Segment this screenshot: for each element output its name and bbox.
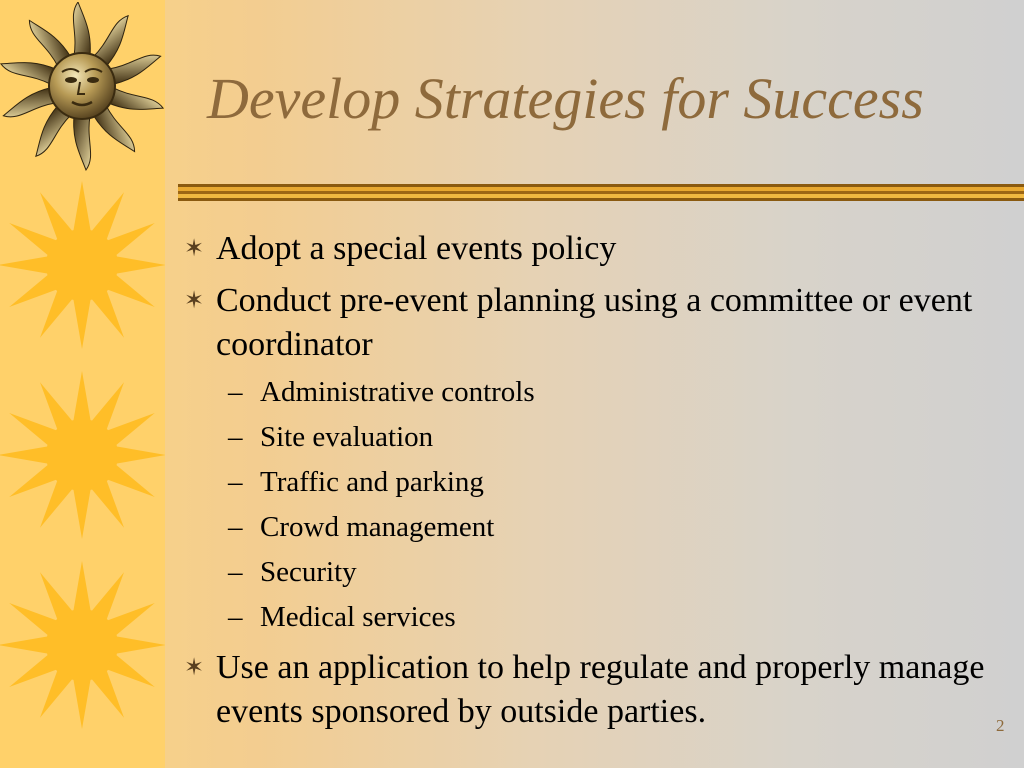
bullet-star-icon: ✶ [184, 288, 205, 314]
sun-icon [0, 368, 165, 543]
sub-bullet-dash: – [228, 511, 243, 543]
sidebar-decoration [0, 0, 165, 768]
page-number: 2 [996, 716, 1005, 735]
bullet-star-icon: ✶ [184, 236, 205, 262]
metallic-sun-face-icon [0, 2, 170, 172]
slide-title: Develop Strategies for Success [207, 66, 924, 131]
bullet-star-icon: ✶ [184, 655, 205, 681]
sun-icon [0, 558, 165, 733]
sub-bullet-text: Medical services [260, 601, 456, 633]
sub-bullet-dash: – [228, 601, 243, 633]
sub-bullet-text: Security [260, 556, 357, 588]
sub-bullet-dash: – [228, 421, 243, 453]
sub-bullet-text: Traffic and parking [260, 466, 484, 498]
sub-bullet-dash: – [228, 466, 243, 498]
bullet-text: Conduct pre-event planning using a committee or event coordinator [216, 282, 973, 363]
sub-bullet-dash: – [228, 556, 243, 588]
title-divider-rule [178, 182, 1024, 204]
sub-bullet-text: Administrative controls [260, 376, 535, 408]
sun-icon [0, 178, 165, 353]
bullet-text: Use an application to help regulate and properly manage events sponsored by outside parties. [216, 649, 985, 730]
sub-bullet-text: Site evaluation [260, 421, 434, 453]
bullet-text: Adopt a special events policy [216, 230, 617, 267]
sub-bullet-text: Crowd management [260, 511, 495, 543]
sub-bullet-dash: – [228, 376, 243, 408]
